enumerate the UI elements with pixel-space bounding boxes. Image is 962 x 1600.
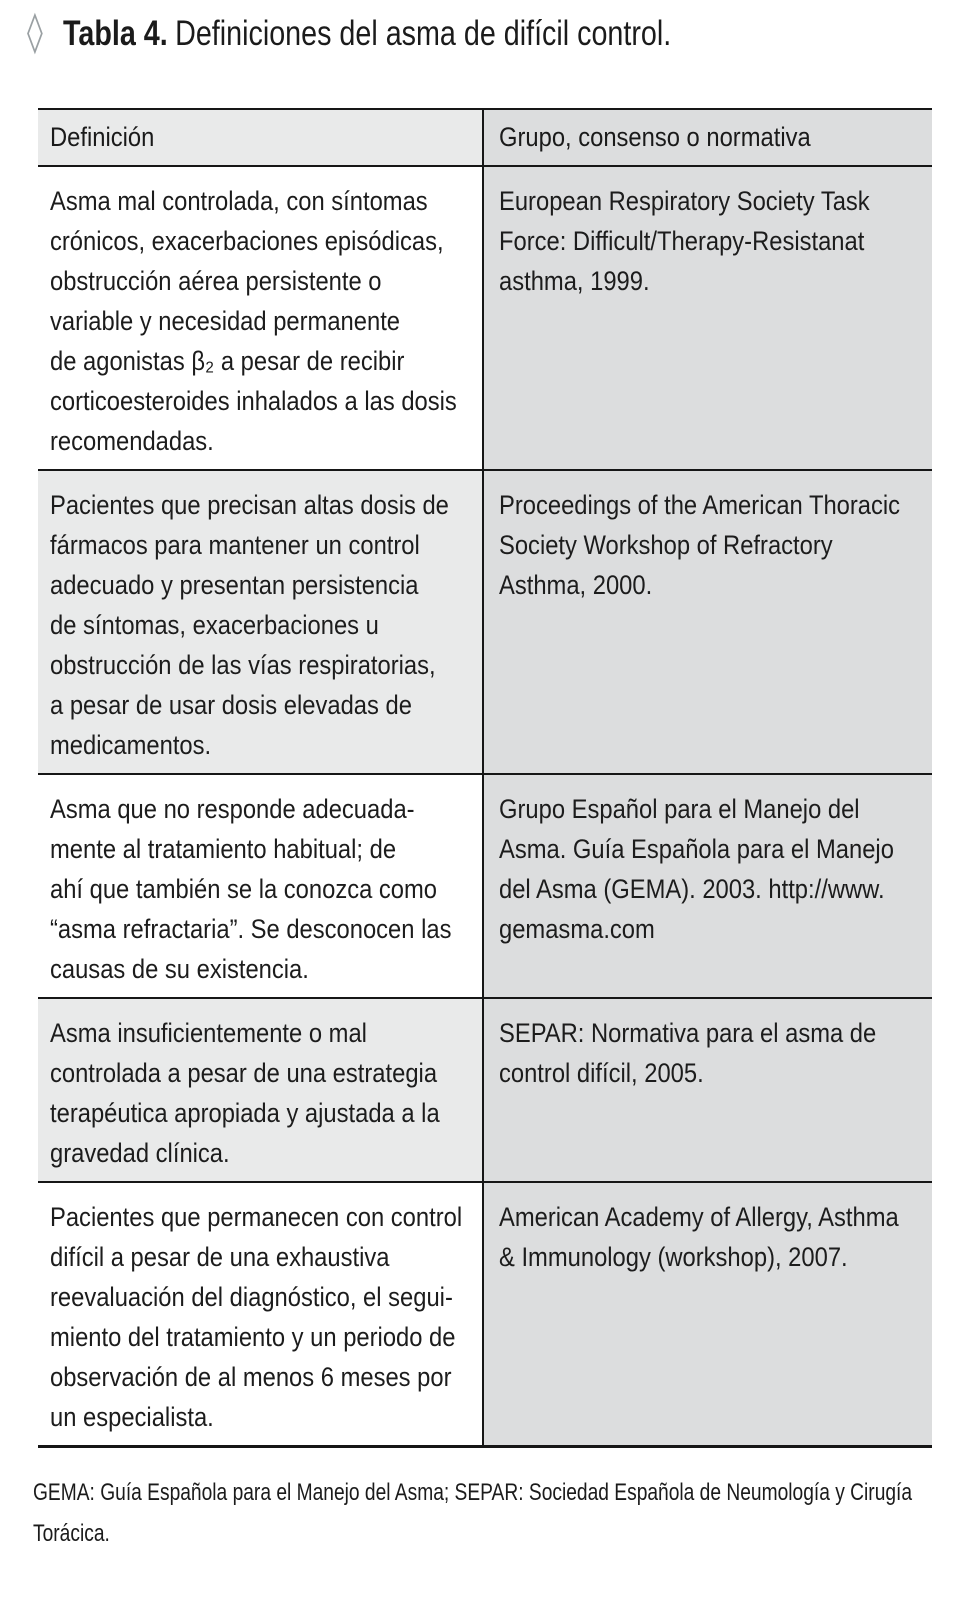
cell-definicion	[38, 997, 482, 1181]
definitions-table	[38, 108, 932, 1448]
cell-grupo	[482, 773, 932, 997]
footnote	[33, 1472, 933, 1554]
cell-grupo	[482, 469, 932, 773]
grupo-text: Proceedings of the American Thoracic Society Workshop of Refractory Asthma, 2000.	[499, 490, 901, 600]
grupo-text: SEPAR: Normativa para el asma de control difícil, 2005.	[499, 1018, 877, 1088]
col-header-definicion	[38, 110, 482, 165]
cell-grupo	[482, 1181, 932, 1445]
cell-grupo	[482, 997, 932, 1181]
col-header-grupo	[482, 110, 932, 165]
cell-definicion	[38, 1181, 482, 1445]
table-caption-text: Definiciones del asma de difícil control.	[174, 14, 672, 53]
cell-definicion	[38, 773, 482, 997]
definicion-text: Pacientes que precisan altas dosis de fármacos para mantener un control adecuado y presentan persistencia de síntomas, exacerbaciones u obstrucción de las vías respiratorias, a pesar de usar dosis elevadas de medicamentos.	[50, 490, 449, 760]
col-header-grupo-label: Grupo, consenso o normativa	[499, 122, 811, 152]
definicion-text: Asma mal controlada, con síntomas crónicos, exacerbaciones episódicas, obstrucción aérea persistente o variable y necesidad permanente de agonistas β₂ a pesar de recibir corticoesteroides inhalados a las dosis recomendadas.	[50, 186, 457, 456]
grupo-text: American Academy of Allergy, Asthma & Immunology (workshop), 2007.	[499, 1202, 899, 1272]
grupo-text: Grupo Español para el Manejo del Asma. Guía Española para el Manejo del Asma (GEMA). 2003. http://www. gemasma.com	[499, 794, 894, 944]
definicion-text: Asma que no responde adecuada- mente al tratamiento habitual; de ahí que también se la conozca como “asma refractaria”. Se desconocen las causas de su existencia.	[50, 794, 452, 984]
table-caption-label: Tabla 4.	[62, 14, 168, 53]
grupo-text: European Respiratory Society Task Force: Difficult/Therapy-Resistanat asthma, 1999.	[499, 186, 870, 296]
footnote-text: GEMA: Guía Española para el Manejo del Asma; SEPAR: Sociedad Española de Neumología y Cirugía Torácica.	[33, 1479, 913, 1547]
table-caption	[27, 8, 805, 58]
cell-grupo	[482, 165, 932, 469]
diamond-icon: ◊	[27, 9, 43, 55]
table-caption-line	[63, 10, 671, 58]
cell-definicion	[38, 165, 482, 469]
col-header-definicion-label: Definición	[50, 122, 155, 152]
cell-definicion	[38, 469, 482, 773]
definicion-text: Asma insuficientemente o mal controlada a pesar de una estrategia terapéutica apropiada y ajustada a la gravedad clínica.	[50, 1018, 440, 1168]
definicion-text: Pacientes que permanecen con control difícil a pesar de una exhaustiva reevaluación del diagnóstico, el segui- miento del tratamiento y un periodo de observación de al menos 6 meses por un especialista.	[50, 1202, 463, 1432]
